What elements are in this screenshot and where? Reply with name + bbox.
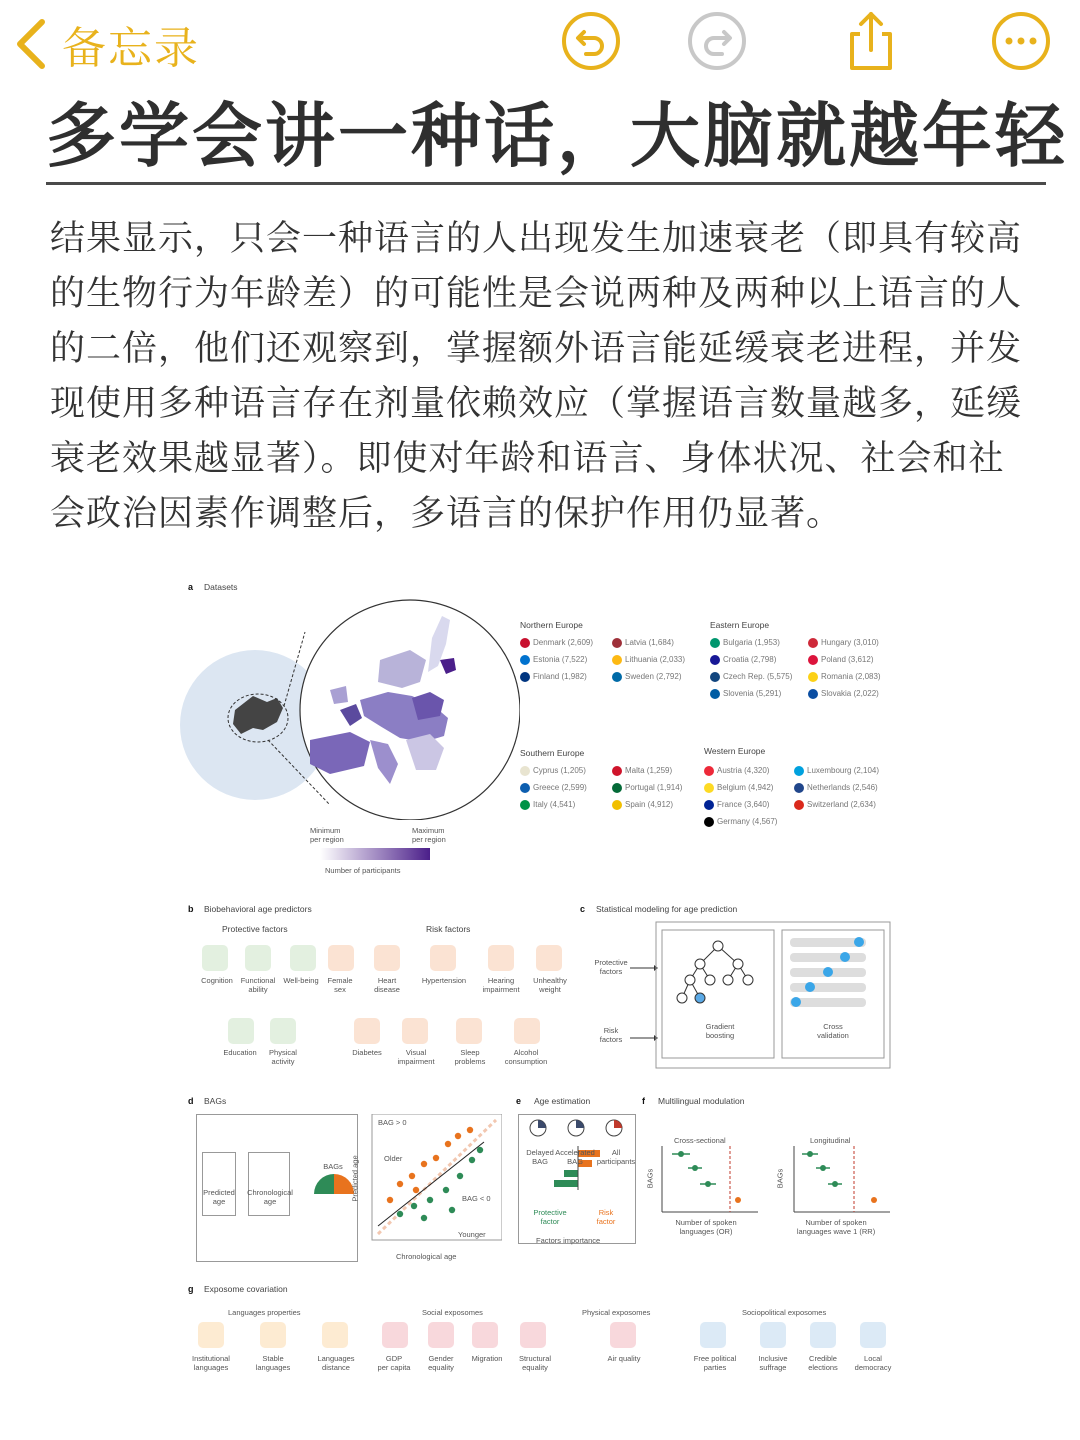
- exposome-label: Languages distance: [317, 1354, 355, 1372]
- chronological-age-label: Chronological age: [247, 1188, 293, 1206]
- younger-label: Younger: [458, 1230, 486, 1239]
- exposome-label: Inclusive suffrage: [758, 1354, 788, 1372]
- country-entry: Italy (4,541): [520, 800, 575, 810]
- panel-d-title: BAGs: [204, 1096, 227, 1106]
- predicted-age-box: [202, 1152, 236, 1216]
- country-entry: Hungary (3,010): [808, 638, 879, 648]
- alcohol-consumption-icon: [514, 1018, 540, 1044]
- chevron-left-icon: [14, 18, 48, 70]
- country-entry: Croatia (2,798): [710, 655, 776, 665]
- visual-impairment-icon: [402, 1018, 428, 1044]
- factor-label: Visual impairment: [397, 1048, 435, 1066]
- bag-positive-label: BAG > 0: [378, 1118, 407, 1127]
- inclusive-suffrage-icon: [760, 1322, 786, 1348]
- functional-ability-icon: [245, 945, 271, 971]
- scatter-point: [457, 1173, 463, 1179]
- factors-importance-chart: [524, 1118, 634, 1214]
- accelerated-bag-label: Accelerated BAG: [555, 1148, 595, 1166]
- scatter-point: [455, 1133, 461, 1139]
- legend-max: Maximum per region: [412, 826, 446, 844]
- bags-label: BAGs: [323, 1162, 343, 1171]
- research-figure: [170, 570, 910, 1390]
- institutional-languages-icon: [198, 1322, 224, 1348]
- country-entry: Cyprus (1,205): [520, 766, 586, 776]
- country-entry: Romania (2,083): [808, 672, 881, 682]
- factor-label: Female sex: [327, 976, 353, 994]
- country-entry: Lithuania (2,033): [612, 655, 685, 665]
- heart-disease-icon: [374, 945, 400, 971]
- credible-elections-icon: [810, 1322, 836, 1348]
- factor-label: Sleep problems: [454, 1048, 486, 1066]
- hearing-impairment-icon: [488, 945, 514, 971]
- country-entry: Poland (3,612): [808, 655, 873, 665]
- undo-icon[interactable]: [560, 10, 622, 72]
- exposome-label: Structural equality: [518, 1354, 552, 1372]
- scatter-point: [413, 1187, 419, 1193]
- exposome-label: Free political parties: [693, 1354, 737, 1372]
- gradient-boosting-label: Gradient boosting: [705, 1022, 735, 1040]
- f-ylabel-1: BAGs: [645, 1168, 655, 1189]
- exposome-label: Credible elections: [808, 1354, 838, 1372]
- country-entry: Greece (2,599): [520, 783, 587, 793]
- country-entry: Slovakia (2,022): [808, 689, 879, 699]
- factor-label: Diabetes: [352, 1048, 382, 1057]
- longitudinal-caption: Number of spoken languages wave 1 (RR): [796, 1218, 876, 1236]
- exposome-group-title: Sociopolitical exposomes: [742, 1308, 827, 1317]
- scatter-xlabel: Chronological age: [396, 1252, 457, 1261]
- f-ylabel-2: BAGs: [775, 1168, 785, 1189]
- cross-validation-label: Cross validation: [817, 1022, 849, 1040]
- scatter-point: [409, 1173, 415, 1179]
- scatter-point: [427, 1197, 433, 1203]
- chronological-age-box: [248, 1152, 290, 1216]
- exposome-label: Migration: [471, 1354, 503, 1363]
- panel-c-title: Statistical modeling for age prediction: [596, 904, 738, 914]
- air-quality-icon: [610, 1322, 636, 1348]
- free-political-parties-icon: [700, 1322, 726, 1348]
- scatter-point: [467, 1127, 473, 1133]
- factor-label: Functional ability: [240, 976, 276, 994]
- longitudinal-plot: [784, 1146, 894, 1216]
- exposome-group-title: Physical exposomes: [582, 1308, 651, 1317]
- unhealthy-weight-icon: [536, 945, 562, 971]
- share-icon[interactable]: [840, 10, 902, 72]
- country-entry: Bulgaria (1,953): [710, 638, 780, 648]
- gender-equality-icon: [428, 1322, 454, 1348]
- factor-label: Unhealthy weight: [533, 976, 567, 994]
- region-title: Western Europe: [704, 746, 766, 756]
- cognition-icon: [202, 945, 228, 971]
- female-sex-icon: [328, 945, 354, 971]
- all-participants-label: All participants: [596, 1148, 636, 1166]
- predicted-age-label: Predicted age: [203, 1188, 235, 1206]
- delayed-bag-label: Delayed BAG: [526, 1148, 554, 1166]
- exposome-label: Local democracy: [854, 1354, 892, 1372]
- exposome-label: Institutional languages: [192, 1354, 230, 1372]
- country-entry: Estonia (7,522): [520, 655, 587, 665]
- factor-label: Hypertension: [421, 976, 467, 985]
- structural-equality-icon: [520, 1322, 546, 1348]
- education-icon: [228, 1018, 254, 1044]
- hypertension-icon: [430, 945, 456, 971]
- panel-g-title: Exposome covariation: [204, 1284, 288, 1294]
- panel-c-letter: c: [580, 904, 586, 914]
- scatter-point: [449, 1207, 455, 1213]
- country-entry: Slovenia (5,291): [710, 689, 781, 699]
- scatter-point: [443, 1187, 449, 1193]
- bag-negative-label: BAG < 0: [462, 1194, 491, 1203]
- panel-g-letter: g: [188, 1284, 194, 1294]
- scatter-point: [469, 1157, 475, 1163]
- risk-factor-label: Risk factor: [596, 1208, 616, 1226]
- local-democracy-icon: [860, 1322, 886, 1348]
- well-being-icon: [290, 945, 316, 971]
- country-entry: Spain (4,912): [612, 800, 673, 810]
- exposome-label: Gender equality: [428, 1354, 454, 1372]
- factor-label: Heart disease: [374, 976, 400, 994]
- panel-e-letter: e: [516, 1096, 522, 1106]
- country-entry: Latvia (1,684): [612, 638, 674, 648]
- exposome-label: GDP per capita: [377, 1354, 411, 1372]
- scatter-point: [387, 1197, 393, 1203]
- sleep-problems-icon: [456, 1018, 482, 1044]
- exposome-group-title: Social exposomes: [422, 1308, 483, 1317]
- participants-legend-gradient: [320, 848, 430, 862]
- physical-activity-icon: [270, 1018, 296, 1044]
- region-title: Eastern Europe: [710, 620, 770, 630]
- factor-label: Education: [223, 1048, 257, 1057]
- note-body-text[interactable]: 结果显示，只会一种语言的人出现发生加速衰老（即具有较高的生物行为年龄差）的可能性是会说两种及两种以上语言的人的二倍，他们还观察到，掌握额外语言能延缓衰老进程，并发现使用多种语言存在剂量依赖效应（掌握语言数量越多，延缓衰老效果越显著）。即使对年龄和语言、身体状况、社会和社会政治因素作调整后，多语言的保护作用仍显著。: [50, 219, 1023, 534]
- scatter-point: [397, 1211, 403, 1217]
- protective-factor-label: Protective factor: [533, 1208, 567, 1226]
- factor-label: Alcohol consumption: [504, 1048, 548, 1066]
- panel-f-letter: f: [642, 1096, 645, 1106]
- scatter-ylabel: Predicted age: [350, 1155, 360, 1202]
- c-protective-label: Protective factors: [594, 958, 628, 976]
- exposome-group-title: Languages properties: [228, 1308, 301, 1317]
- region-title: Southern Europe: [520, 748, 585, 758]
- europe-map: [180, 590, 520, 820]
- country-entry: Belgium (4,942): [704, 783, 773, 793]
- country-entry: Netherlands (2,546): [794, 783, 878, 793]
- country-entry: Germany (4,567): [704, 817, 777, 827]
- panel-e-title: Age estimation: [534, 1096, 591, 1106]
- protective-factors-title: Protective factors: [222, 924, 288, 934]
- cross-sectional-caption: Number of spoken languages (OR): [675, 1218, 737, 1236]
- panel-a-title: Datasets: [204, 582, 238, 592]
- panel-b-letter: b: [188, 904, 194, 914]
- modeling-diagram: [630, 920, 892, 1070]
- country-entry: Malta (1,259): [612, 766, 672, 776]
- scatter-point: [411, 1203, 417, 1209]
- scatter-point: [445, 1141, 451, 1147]
- cross-sectional-plot: [652, 1146, 762, 1216]
- legend-min: Minimum per region: [310, 826, 344, 844]
- title-divider: [46, 182, 1046, 185]
- country-entry: Switzerland (2,634): [794, 800, 876, 810]
- scatter-point: [421, 1161, 427, 1167]
- country-entry: Sweden (2,792): [612, 672, 681, 682]
- c-risk-label: Risk factors: [599, 1026, 623, 1044]
- note-title[interactable]: 多学会讲一种话，大脑就越年轻: [46, 95, 1068, 177]
- region-title: Northern Europe: [520, 620, 583, 630]
- exposome-label: Stable languages: [255, 1354, 291, 1372]
- country-entry: Luxembourg (2,104): [794, 766, 879, 776]
- scatter-point: [433, 1155, 439, 1161]
- panel-d-letter: d: [188, 1096, 194, 1106]
- more-icon[interactable]: [990, 10, 1052, 72]
- country-entry: France (3,640): [704, 800, 769, 810]
- factor-label: Physical activity: [269, 1048, 297, 1066]
- factor-label: Cognition: [201, 976, 233, 985]
- panel-b-title: Biobehavioral age predictors: [204, 904, 312, 914]
- factors-importance-caption: Factors importance: [536, 1236, 601, 1245]
- panel-a-letter: a: [188, 582, 194, 592]
- redo-icon[interactable]: [686, 10, 748, 72]
- country-entry: Austria (4,320): [704, 766, 769, 776]
- older-label: Older: [384, 1154, 403, 1163]
- languages-distance-icon: [322, 1322, 348, 1348]
- bag-gauge: [312, 1172, 356, 1196]
- stable-languages-icon: [260, 1322, 286, 1348]
- country-entry: Finland (1,982): [520, 672, 587, 682]
- cross-sectional-label: Cross-sectional: [674, 1136, 726, 1145]
- legend-caption: Number of participants: [325, 866, 401, 875]
- panel-f-title: Multilingual modulation: [658, 1096, 745, 1106]
- nav-bar: [0, 0, 1080, 84]
- gdp-icon: [382, 1322, 408, 1348]
- country-entry: Czech Rep. (5,575): [710, 672, 792, 682]
- exposome-label: Air quality: [607, 1354, 641, 1363]
- scatter-point: [421, 1215, 427, 1221]
- factor-label: Well-being: [283, 976, 319, 985]
- back-label: 备忘录: [62, 23, 200, 74]
- risk-factors-title: Risk factors: [426, 924, 471, 934]
- scatter-point: [397, 1181, 403, 1187]
- diabetes-icon: [354, 1018, 380, 1044]
- back-button[interactable]: [14, 12, 200, 76]
- longitudinal-label: Longitudinal: [810, 1136, 851, 1145]
- scatter-point: [477, 1147, 483, 1153]
- migration-icon: [472, 1322, 498, 1348]
- factor-label: Hearing impairment: [482, 976, 520, 994]
- country-entry: Portugal (1,914): [612, 783, 682, 793]
- country-entry: Denmark (2,609): [520, 638, 593, 648]
